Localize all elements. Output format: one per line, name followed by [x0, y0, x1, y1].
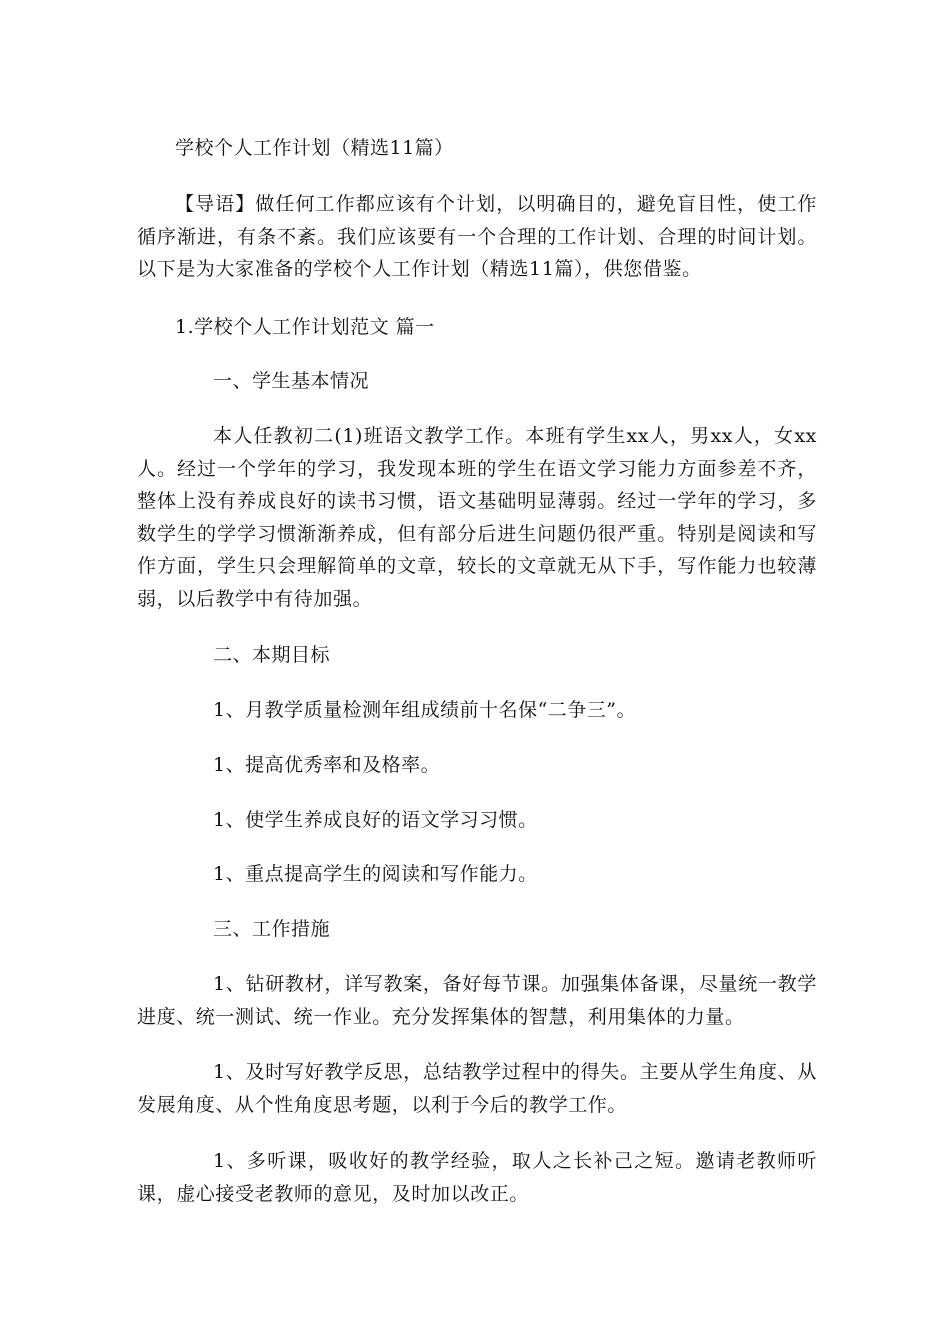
part-heading-students: 一、学生基本情况 — [213, 370, 370, 392]
students-paragraph: 本人任教初二(1)班语文教学工作。本班有学生xx人，男xx人，女xx人。经过一个学年的学习，我发现本班的学生在语文学习能力方面参差不齐，整体上没有养成良好的读书习惯，语文基础明显薄弱。经过一学年的学习，多数学生的学学习惯渐渐养成，但有部分后进生问题仍很严重。特别是阅读和写作方面，学生只会理解简单的文章，较长的文章就无从下手，写作能力也较薄弱，以后教学中有待加强。 — [137, 425, 817, 610]
measure-paragraph: 1、钻研教材，详写教案，备好每节课。加强集体备课，尽量统一教学进度、统一测试、统一作业。充分发挥集体的智慧，利用集体的力量。 — [137, 973, 817, 1028]
goal-item: 1、使学生养成良好的语文学习习惯。 — [213, 809, 538, 831]
goal-item: 1、月教学质量检测年组成绩前十名保“二争三”。 — [213, 699, 637, 721]
part-heading-goals: 二、本期目标 — [213, 644, 331, 666]
measure-paragraph: 1、及时写好教学反思，总结教学过程中的得失。主要从学生角度、从发展角度、从个性角度思考题，以利于今后的教学工作。 — [137, 1061, 817, 1116]
goal-item: 1、重点提高学生的阅读和写作能力。 — [213, 863, 538, 885]
document-title: 学校个人工作计划（精选11篇） — [175, 137, 454, 159]
part-heading-measures: 三、工作措施 — [213, 918, 331, 940]
section-heading: 1.学校个人工作计划范文 篇一 — [175, 316, 435, 338]
measure-paragraph: 1、多听课，吸收好的教学经验，取人之长补己之短。邀请老教师听课，虚心接受老教师的意见，及时加以改正。 — [137, 1150, 817, 1205]
intro-paragraph: 【导语】做任何工作都应该有个计划，以明确目的，避免盲目性，使工作循序渐进，有条不紊。我们应该要有一个合理的工作计划、合理的时间计划。以下是为大家准备的学校个人工作计划（精选11篇），供您借鉴。 — [137, 193, 817, 280]
goal-item: 1、提高优秀率和及格率。 — [213, 754, 441, 776]
